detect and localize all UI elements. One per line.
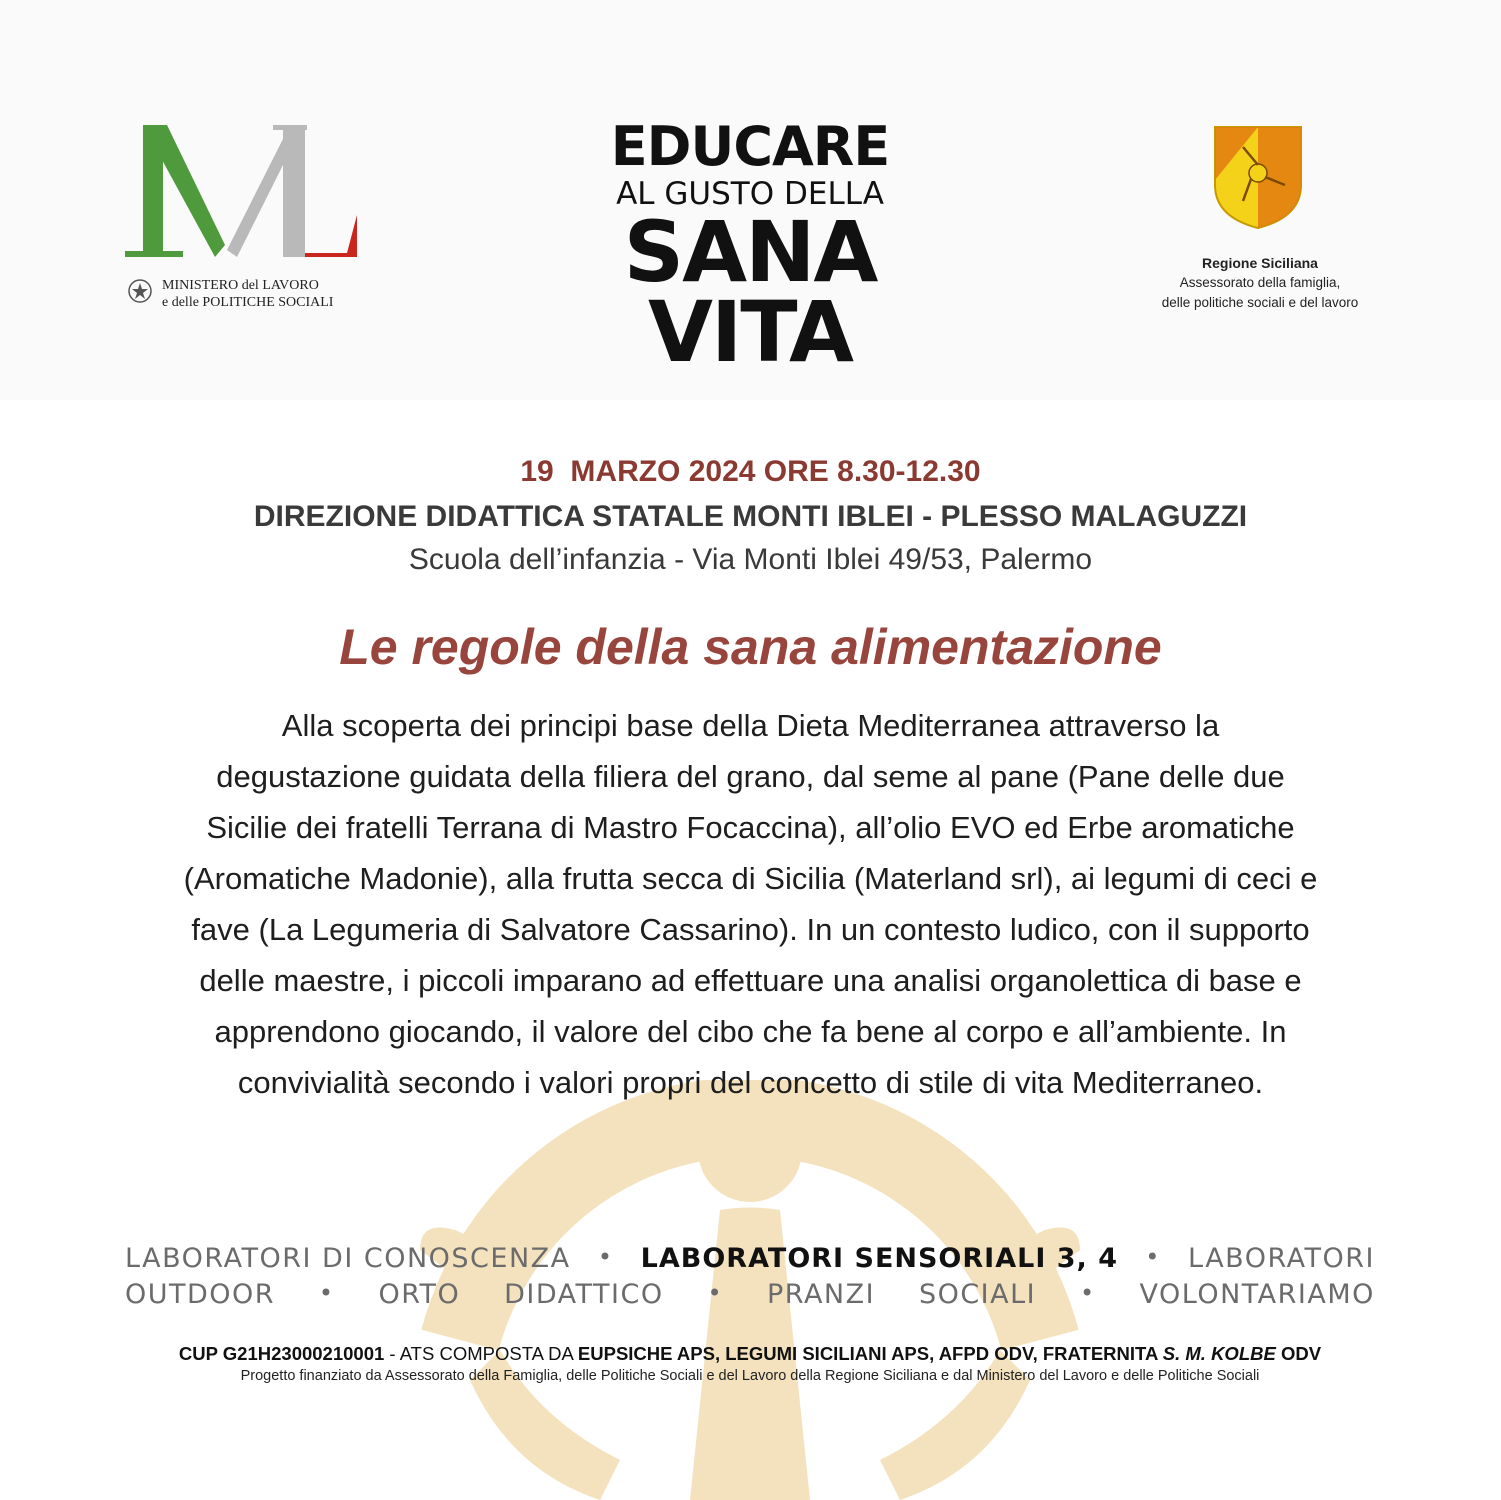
separator-dot: • [1145, 1243, 1161, 1271]
separator-dot: • [1079, 1279, 1096, 1307]
event-date: 19 MARZO 2024 ORE 8.30-12.30 [520, 455, 981, 488]
description [120, 700, 1381, 1108]
description-line: Sicilie dei fratelli Terrana di Mastro Focaccina), all’olio EVO ed Erbe aromatiche [206, 810, 1295, 845]
separator-dot: • [707, 1279, 724, 1307]
cup-code: CUP G21H23000210001 [178, 1343, 385, 1364]
title-line-4: VITA [647, 283, 853, 381]
labs-line-2 [125, 1279, 1375, 1310]
title-line-1: EDUCARE [610, 115, 890, 178]
cup-line [125, 1343, 1375, 1365]
ats-text: - ATS COMPOSTA DA [384, 1343, 578, 1364]
description-line: Alla scoperta dei principi base della Dieta Mediterranea attraverso la [281, 708, 1220, 743]
region-name: Regione Siciliana Assessorato della famiglia, delle politiche sociali e del lavoro [1161, 255, 1359, 310]
republic-seal-icon [127, 278, 153, 304]
event-address: Scuola dell’infanzia - Via Monti Iblei 49/53, Palermo [408, 543, 1093, 576]
lab-sociali: SOCIALI [918, 1279, 1037, 1310]
lab-orto: ORTO [378, 1279, 461, 1310]
odv: ODV [1275, 1343, 1322, 1364]
ministry-name: MINISTERO del LAVORO e delle POLITICHE SOCIALI [162, 278, 334, 310]
lab-sensoriali: LABORATORI SENSORIALI 3, 4 [640, 1243, 1118, 1274]
project-title [560, 115, 940, 381]
partners: EUPSICHE APS, LEGUMI SICILIANI APS, AFPD ODV, FRATERNITA [577, 1343, 1163, 1364]
lab-pranzi: PRANZI [767, 1279, 876, 1310]
lab-laboratori: LABORATORI [1188, 1243, 1375, 1274]
description-line: apprendono giocando, il valore del cibo che fa bene al corpo e all’ambiente. In [214, 1014, 1287, 1049]
event-venue: DIREZIONE DIDATTICA STATALE MONTI IBLEI - PLESSO MALAGUZZI [253, 500, 1248, 533]
lab-outdoor: OUTDOOR [125, 1279, 276, 1310]
separator-dot: • [318, 1279, 335, 1307]
description-line: delle maestre, i piccoli imparano ad effettuare una analisi organolettica di base e [199, 963, 1302, 998]
lab-didattico: DIDATTICO [504, 1279, 664, 1310]
region-shield-icon [1213, 125, 1303, 230]
funding-note: Progetto finanziato da Assessorato della Famiglia, delle Politiche Sociali e del Lavoro della Regione Siciliana e dal Ministero del Lavoro e delle Politiche Sociali [240, 1368, 1260, 1384]
description-line: degustazione guidata della filiera del grano, dal seme al pane (Pane delle due [216, 759, 1285, 794]
description-line: (Aromatiche Madonie), alla frutta secca di Sicilia (Materland srl), ai legumi di ceci e [183, 861, 1318, 896]
description-line: convivialità secondo i valori propri del concetto di stile di vita Mediterraneo. [237, 1065, 1264, 1100]
title-line-2: AL GUSTO DELLA [616, 176, 884, 212]
kolbe-name: S. M. KOLBE [1162, 1343, 1276, 1364]
separator-dot: • [597, 1243, 614, 1271]
title-line-3: SANA [623, 203, 877, 301]
session-title: Le regole della sana alimentazione [339, 619, 1162, 675]
description-line: fave (La Legumeria di Salvatore Cassarino). In un contesto ludico, con il supporto [191, 912, 1310, 947]
lab-conoscenza: LABORATORI DI CONOSCENZA [125, 1243, 571, 1274]
labs-line-1 [125, 1243, 1375, 1274]
lab-volontariamo: VOLONTARIAMO [1139, 1279, 1375, 1310]
